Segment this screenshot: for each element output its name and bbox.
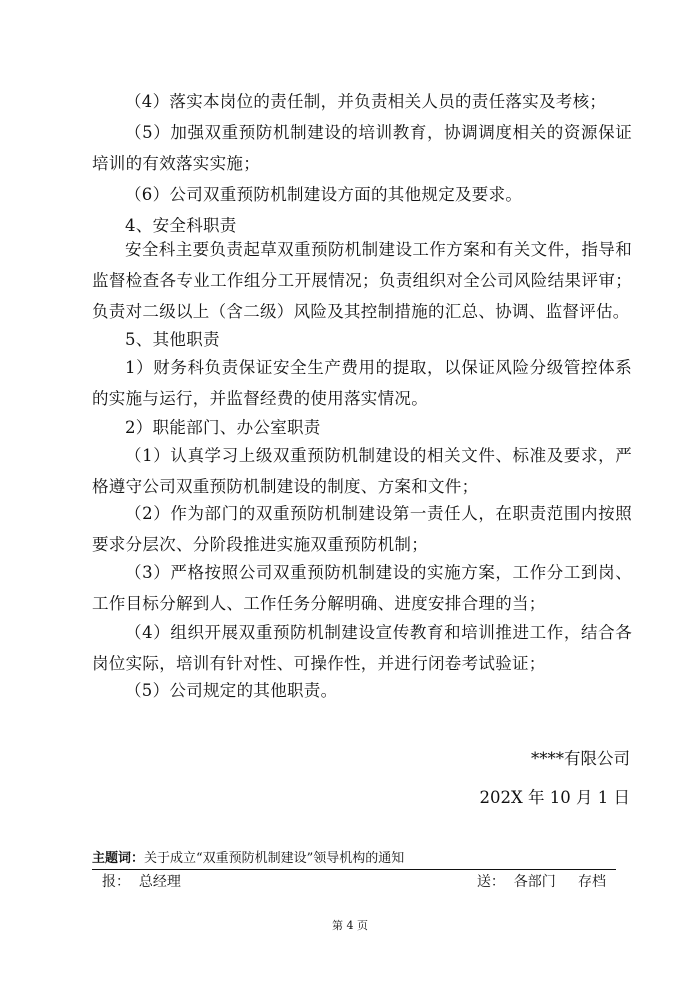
paragraph: 安全科主要负责起草双重预防机制建设工作方案和有关文件，指导和监督检查各专业工作组分工开展情况；负责组织对全公司风险结果评审；负责对二级以上（含二级）风险及其控制措施的汇总、协调、监督评估。 bbox=[92, 240, 632, 321]
report-recipient: 总经理 bbox=[138, 874, 181, 890]
paragraph: （5）公司规定的其他职责。 bbox=[125, 681, 338, 700]
paragraph: （4）落实本岗位的责任制，并负责相关人员的责任落实及考核； bbox=[125, 92, 607, 111]
section-heading: 4、安全科职责 bbox=[125, 216, 237, 235]
send-label: 送： bbox=[476, 874, 505, 890]
report-to bbox=[102, 869, 181, 895]
paragraph: 1）财务科负责保证安全生产费用的提取，以保证风险分级管控体系的实施与运行，并监督经费的使用落实情况。 bbox=[92, 358, 632, 408]
subject-label: 主题词： bbox=[92, 851, 145, 866]
section-heading: 5、其他职责 bbox=[125, 330, 220, 349]
subject-line bbox=[92, 850, 616, 870]
signature-date: 202X 年 10 月 1 日 bbox=[479, 788, 630, 807]
send-to bbox=[477, 869, 606, 895]
paragraph: 2）职能部门、办公室职责 bbox=[125, 418, 321, 437]
report-label: 报： bbox=[102, 874, 130, 890]
paragraph: （6）公司双重预防机制建设方面的其他规定及要求。 bbox=[125, 185, 523, 204]
paragraph: （4）组织开展双重预防机制建设宣传教育和培训推进工作，结合各岗位实际，培训有针对性、可操作性，并进行闭卷考试验证； bbox=[92, 623, 632, 673]
page-number: 第 4 页 bbox=[332, 919, 368, 932]
paragraph: （3）严格按照公司双重预防机制建设的实施方案，工作分工到岗、工作目标分解到人、工作任务分解明确、进度安排合理的当； bbox=[92, 563, 632, 613]
archive-note: 存档 bbox=[578, 874, 606, 890]
paragraph: （1）认真学习上级双重预防机制建设的相关文件、标准及要求，严格遵守公司双重预防机制建设的制度、方案和文件； bbox=[92, 446, 632, 496]
paragraph: （5）加强双重预防机制建设的培训教育，协调调度相关的资源保证培训的有效落实实施； bbox=[92, 123, 632, 173]
distribution-line bbox=[92, 869, 616, 895]
paragraph: （2）作为部门的双重预防机制建设第一责任人，在职责范围内按照要求分层次、分阶段推进实施双重预防机制； bbox=[92, 504, 632, 554]
send-recipient: 各部门 bbox=[513, 874, 556, 890]
subject-text: 关于成立“双重预防机制建设”领导机构的通知 bbox=[144, 851, 405, 866]
signature-company: ****有限公司 bbox=[531, 749, 630, 768]
